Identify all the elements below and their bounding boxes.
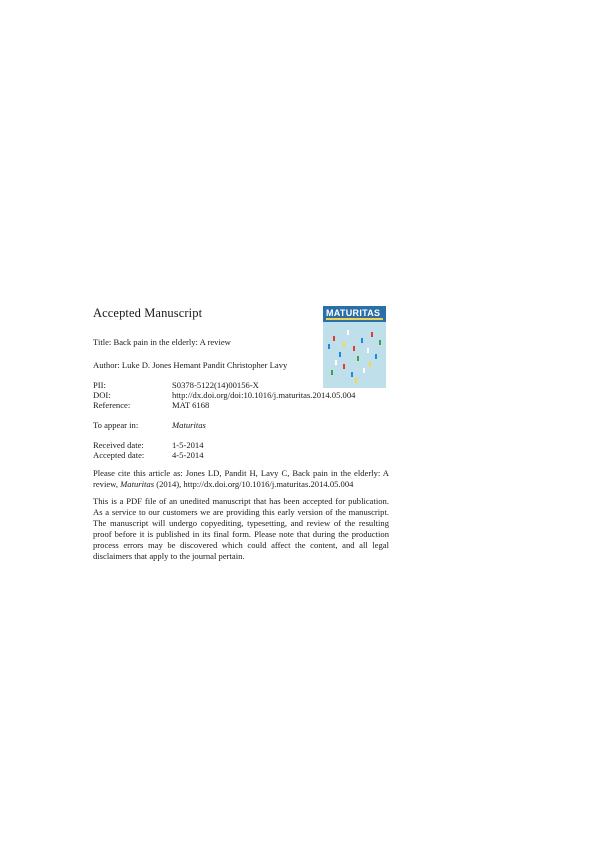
- meta-key: Reference:: [93, 400, 131, 410]
- citation-prefix: Please cite this article as: Jones LD, Pandit H, Lavy C, Back pain in the elderly: A review,: [93, 468, 389, 489]
- appear-key: To appear in:: [93, 420, 139, 430]
- page-heading: Accepted Manuscript: [93, 306, 203, 320]
- meta-key: PII:: [93, 380, 106, 390]
- cover-subtitle-bar: [326, 318, 383, 320]
- date-key: Received date:: [93, 440, 144, 450]
- date-key: Accepted date:: [93, 450, 145, 460]
- author-line: Author: Luke D. Jones Hemant Pandit Christopher Lavy: [93, 360, 288, 370]
- meta-value: S0378-5122(14)00156-X: [172, 380, 259, 390]
- date-value: 4-5-2014: [172, 450, 204, 460]
- cover-logo: MATURITAS: [326, 308, 381, 318]
- cover-crowd-illustration: [323, 324, 386, 388]
- title-line: Title: Back pain in the elderly: A review: [93, 337, 231, 347]
- doi-link[interactable]: http://dx.doi.org/doi:10.1016/j.maturitas.2014.05.004: [172, 390, 356, 400]
- meta-key: DOI:: [93, 390, 111, 400]
- citation-journal: Maturitas: [120, 479, 155, 489]
- meta-value: MAT 6168: [172, 400, 210, 410]
- journal-name: Maturitas: [172, 420, 206, 430]
- citation-paragraph: [93, 468, 389, 490]
- citation-suffix: (2014), http://dx.doi.org/10.1016/j.maturitas.2014.05.004: [156, 479, 354, 489]
- journal-cover-image: [323, 306, 386, 388]
- disclaimer-paragraph: This is a PDF file of an unedited manuscript that has been accepted for publication. As a service to our customers we are providing this early version of the manuscript. The manuscript will undergo copyediting, typesetting, and review of the resulting proof before it is published in its final form. Please note that during the production process errors may be discovered which could affect the content, and all legal disclaimers that apply to the journal pertain.: [93, 496, 389, 561]
- date-value: 1-5-2014: [172, 440, 204, 450]
